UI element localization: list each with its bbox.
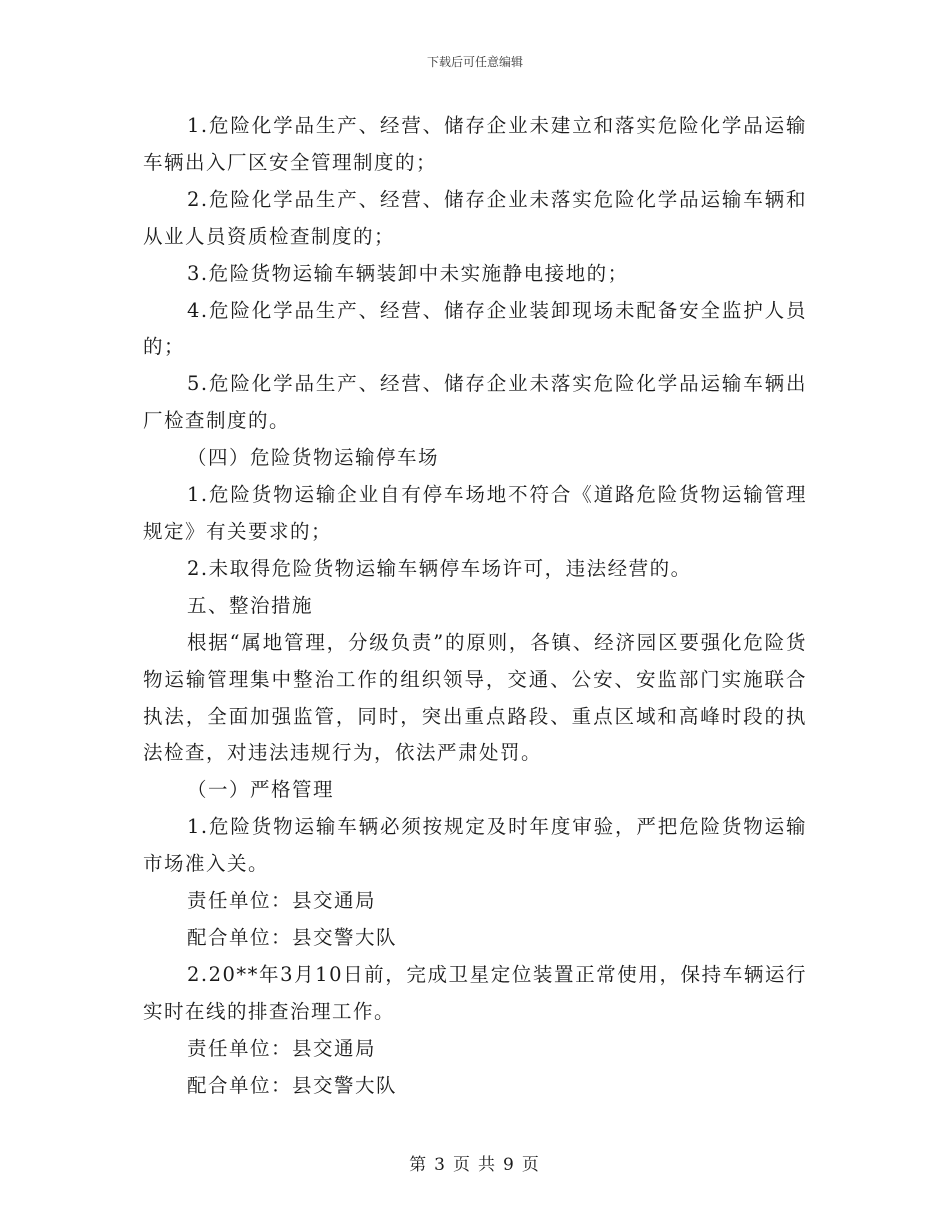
responsible-unit: 责任单位：县交通局: [187, 1036, 377, 1060]
footer-page-word: 页: [453, 1155, 472, 1175]
section-heading: 五、整治措施: [187, 593, 314, 617]
paragraph: 根据“属地管理，分级负责”的原则，各镇、经济园区要强化危险货物运输管理集中整治工作的组织领导，交通、公安、安监部门实施联合执法，全面加强监管，同时，突出重点路段、重点区域和高峰时段的执法检查，对违法违规行为，依法严肃处罚。: [143, 630, 807, 765]
cooperating-unit: 配合单位：县交警大队: [187, 1073, 398, 1097]
footer-total-word: 共: [478, 1155, 497, 1175]
paragraph: 1.危险货物运输车辆必须按规定及时年度审验，严把危险货物运输市场准入关。: [143, 815, 807, 876]
paragraph: 5.危险化学品生产、经营、储存企业未落实危险化学品运输车辆出厂检查制度的。: [143, 372, 807, 433]
section-subheading: （四）危险货物运输停车场: [187, 446, 440, 470]
paragraph: 2.危险化学品生产、经营、储存企业未落实危险化学品运输车辆和从业人员资质检查制度的；: [143, 187, 807, 248]
footer-prefix: 第: [409, 1155, 429, 1175]
paragraph: 2.未取得危险货物运输车辆停车场许可，违法经营的。: [187, 556, 692, 580]
paragraph: 1.危险货物运输企业自有停车场地不符合《道路危险货物运输管理规定》有关要求的；: [143, 483, 807, 543]
footer-suffix: 页: [521, 1155, 541, 1175]
paragraph: 4.危险化学品生产、经营、储存企业装卸现场未配备安全监护人员的；: [143, 298, 807, 359]
paragraph: 1.危险化学品生产、经营、储存企业未建立和落实危险化学品运输车辆出入厂区安全管理制度的；: [143, 114, 807, 174]
paragraph: 2.20**年3月10日前，完成卫星定位装置正常使用，保持车辆运行实时在线的排查治理工作。: [143, 962, 807, 1023]
page-header: 下载后可任意编辑: [426, 55, 523, 69]
page-footer: [0, 1154, 950, 1176]
current-page-number: 3: [434, 1155, 447, 1175]
total-page-number: 9: [503, 1155, 516, 1175]
section-subheading: （一）严格管理: [187, 778, 335, 802]
paragraph: 3.危险货物运输车辆装卸中未实施静电接地的；: [187, 261, 629, 285]
responsible-unit: 责任单位：县交通局: [187, 889, 377, 913]
document-body: [143, 108, 807, 1104]
cooperating-unit: 配合单位：县交警大队: [187, 925, 398, 949]
